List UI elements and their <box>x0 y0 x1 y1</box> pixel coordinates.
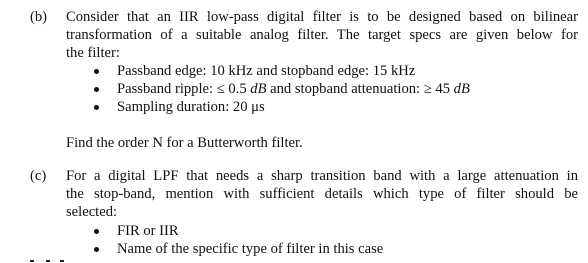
question-b-intro-line: transformation of a suitable analog filter. The target specs are given below for <box>66 27 578 43</box>
question-c-intro-line: selected: <box>66 204 118 220</box>
spec-unit: dB <box>250 81 267 97</box>
question-b-intro <box>66 8 578 62</box>
question-c-intro-line: For a digital LPF that needs a sharp transition band with a large attenuation in <box>66 168 578 184</box>
cut-off-next-line <box>0 259 70 263</box>
spec-text: Passband ripple: ≤ 0.5 <box>117 81 251 97</box>
question-b-label: (b) <box>30 9 48 25</box>
list-item-text: FIR or IIR <box>117 223 179 239</box>
bullet-icon <box>94 105 99 110</box>
question-b-intro-line: Consider that an IIR low-pass digital filter is to be designed based on bilinear <box>66 9 578 25</box>
bullet-icon <box>94 229 99 234</box>
bullet-icon <box>94 247 99 252</box>
spec-text: and stopband attenuation: ≥ 45 <box>266 81 454 97</box>
list-item-text: Name of the specific type of filter in this case <box>117 241 384 257</box>
bullet-icon <box>94 87 99 92</box>
list-item <box>66 240 578 258</box>
question-b-closing: Find the order N for a Butterworth filter. <box>66 135 303 151</box>
question-b-body <box>66 8 578 116</box>
question-c-body <box>66 167 578 258</box>
spec-unit: dB <box>453 81 470 97</box>
spec-text: Passband edge: 10 kHz and stopband edge: 15 kHz <box>117 63 416 79</box>
question-b-intro-line: the filter: <box>66 45 120 61</box>
text-fragment <box>46 260 50 262</box>
bullet-icon <box>94 69 99 74</box>
spec-item-band-edges <box>66 62 578 80</box>
spec-item-ripple-attenuation <box>66 80 578 98</box>
list-item <box>66 222 578 240</box>
question-c-label: (c) <box>30 168 47 184</box>
question-c-intro <box>66 167 578 221</box>
text-fragment <box>30 260 34 262</box>
spec-text: Sampling duration: 20 μs <box>117 99 265 115</box>
question-c-intro-line: the stop-band, mention with sufficient details which type of filter should be <box>66 186 578 202</box>
text-fragment <box>60 260 64 262</box>
question-b-spec-list <box>66 62 578 116</box>
question-c-list <box>66 222 578 258</box>
spec-item-sampling-duration <box>66 98 578 116</box>
